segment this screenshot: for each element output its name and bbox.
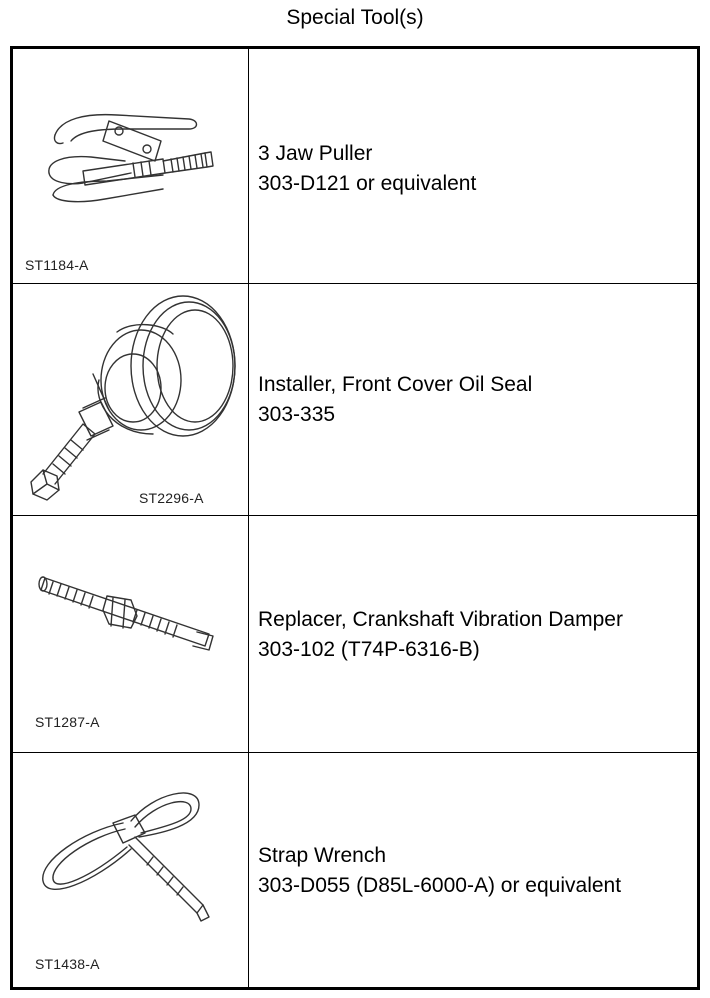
tool-number: 303-335 <box>258 403 336 426</box>
tool-description-cell <box>249 49 697 283</box>
page-title: Special Tool(s) <box>286 6 424 29</box>
tool-number: 303-D055 (D85L-6000-A) or equivalent <box>258 874 622 897</box>
tool-name: 3 Jaw Puller <box>258 142 373 165</box>
oil-seal-installer-icon <box>13 284 249 516</box>
table-row-puller <box>13 49 697 284</box>
tool-image-cell <box>13 516 249 752</box>
tool-image-cell <box>13 49 249 283</box>
tool-number: 303-D121 or equivalent <box>258 172 477 195</box>
tool-code: ST1438-A <box>35 956 100 972</box>
tool-description-cell <box>249 516 697 752</box>
tool-image-cell <box>13 753 249 987</box>
table-row-replacer <box>13 516 697 753</box>
tool-description-cell <box>249 753 697 987</box>
tool-number: 303-102 (T74P-6316-B) <box>258 638 480 661</box>
strap-wrench-icon <box>13 753 249 987</box>
tool-description-cell <box>249 284 697 515</box>
tool-code: ST1184-A <box>25 257 89 273</box>
tool-name: Strap Wrench <box>258 844 386 867</box>
table-row-strap-wrench <box>13 753 697 987</box>
tool-image-cell <box>13 284 249 515</box>
table-row-installer <box>13 284 697 516</box>
tool-code: ST1287-A <box>35 714 100 730</box>
special-tools-table <box>10 46 700 990</box>
tool-name: Installer, Front Cover Oil Seal <box>258 373 533 396</box>
three-jaw-puller-icon <box>13 49 249 284</box>
tool-name: Replacer, Crankshaft Vibration Damper <box>258 608 623 631</box>
tool-code: ST2296-A <box>139 490 204 506</box>
